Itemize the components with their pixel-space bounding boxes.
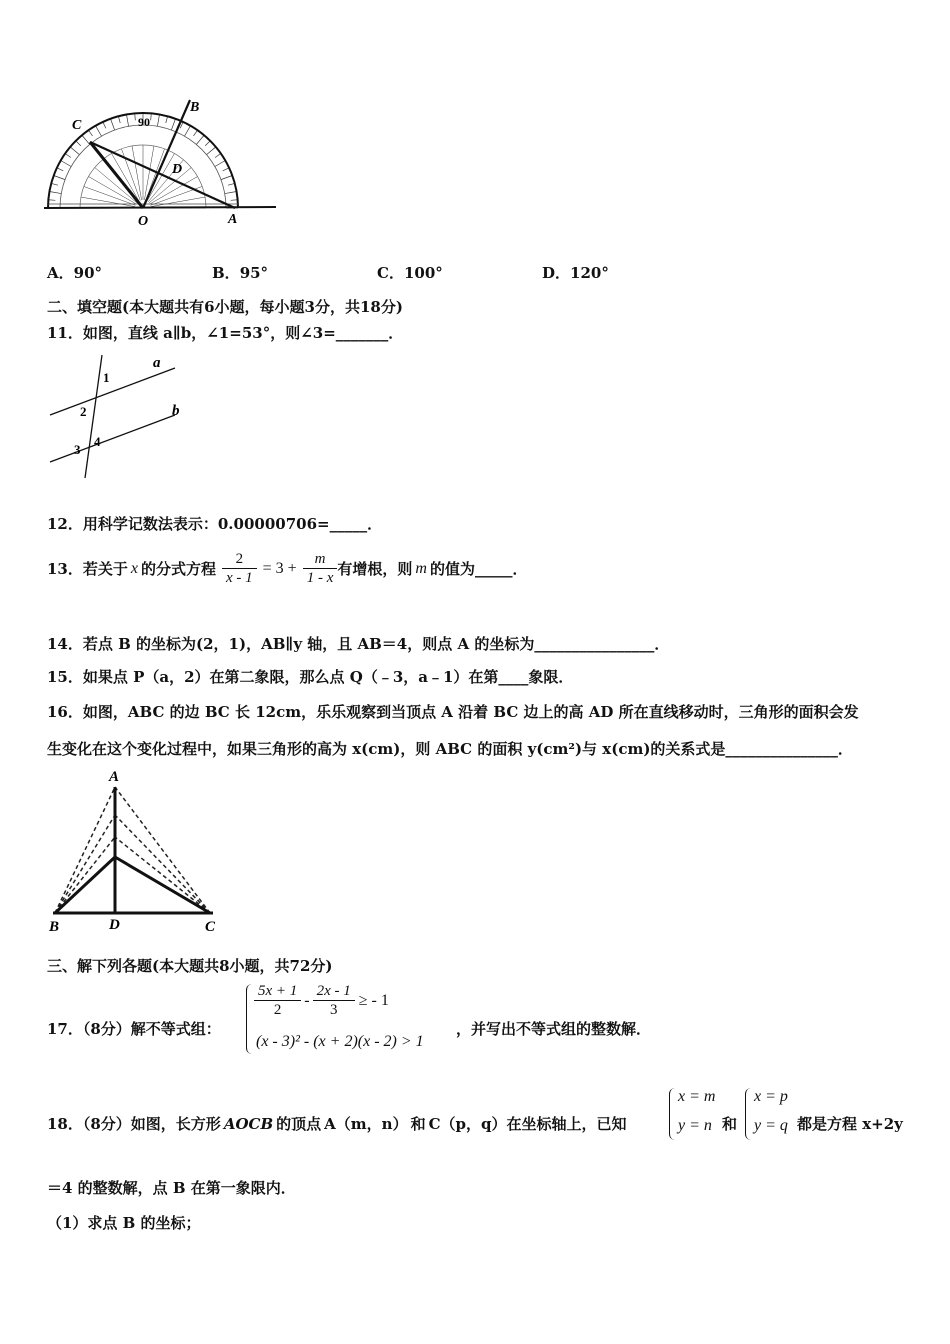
- q13-suffix-1: 有增根，则: [337, 560, 413, 578]
- parallel-lines-figure: [45, 350, 195, 480]
- question-16-line-2: 生变化在这个变化过程中，如果三角形的高为 x(cm)，则 ABC 的面积 y(cm²)与 x(cm)的关系式是_______________．: [47, 740, 853, 758]
- option-d: [542, 262, 609, 283]
- question-15: 15．如果点 P（a，2）在第二象限，那么点 Q（﹣3，a﹣1）在第____象限．: [47, 668, 574, 686]
- label-c: C: [72, 118, 82, 133]
- q18-text-1: 的顶点: [276, 1115, 322, 1133]
- label-tri-b: B: [49, 919, 60, 935]
- label-a: A: [228, 212, 238, 227]
- q13-frac2-num: m: [303, 550, 338, 569]
- option-b-letter: B．: [212, 264, 240, 282]
- q17-f2-den: 3: [329, 1002, 338, 1018]
- label-line-b: b: [172, 403, 180, 419]
- q17-f1-den: 2: [273, 1002, 282, 1018]
- q13-frac1-num: 2: [222, 550, 257, 569]
- q18-point-a: A（m，n）: [324, 1115, 408, 1133]
- q18-system-2-line-1: x = p: [754, 1088, 788, 1105]
- label-tri-c: C: [205, 919, 216, 935]
- q13-var-m: m: [415, 559, 427, 577]
- q13-frac2-den: 1 - x: [306, 570, 334, 586]
- label-tri-a: A: [109, 769, 120, 785]
- option-c-value: 100°: [403, 264, 443, 282]
- label-angle-4: 4: [94, 434, 101, 449]
- option-a-letter: A．: [47, 264, 74, 282]
- q17-f2-num: 2x - 1: [313, 982, 355, 1001]
- q13-fraction-1: [222, 550, 257, 587]
- option-b-value: 95°: [239, 264, 269, 282]
- q17-fraction-2: [313, 982, 355, 1019]
- q13-frac1-den: x - 1: [226, 570, 253, 586]
- question-14: 14．若点 B 的坐标为(2，1)，AB∥y 轴，且 AB＝4，则点 A 的坐标为________________．: [47, 635, 670, 653]
- option-c: [377, 262, 443, 283]
- question-17-prefix: 17．（8分）解不等式组：: [47, 1020, 221, 1038]
- q13-var-x: x: [130, 559, 138, 577]
- q13-eq: = 3 +: [262, 559, 297, 577]
- q18-system-1-line-1: x = m: [678, 1088, 716, 1105]
- q18-brace-2: [745, 1088, 753, 1140]
- q17-inequality-1: [254, 982, 389, 1019]
- q18-sub-question-1: （1）求点 B 的坐标；: [47, 1214, 201, 1232]
- label-90: 90: [138, 115, 150, 129]
- option-a-value: 90°: [73, 264, 103, 282]
- q18-point-c: C（p，q）: [428, 1115, 507, 1133]
- question-13: [47, 550, 527, 587]
- section-3-title: 三、解下列各题(本大题共8小题，共72分): [47, 957, 333, 975]
- segment-ca: [90, 142, 235, 208]
- label-line-a: a: [153, 355, 161, 371]
- q18-and-1: 和: [410, 1115, 426, 1133]
- option-a: [47, 262, 102, 283]
- q17-rhs-1: ≥ - 1: [358, 991, 389, 1009]
- q17-f1-num: 5x + 1: [254, 982, 301, 1001]
- q18-text-3: 都是方程 x+2y: [797, 1115, 903, 1133]
- q17-fraction-1: [254, 982, 301, 1019]
- q18-brace-1: [669, 1088, 677, 1140]
- option-d-value: 120°: [570, 264, 609, 282]
- option-b: [212, 262, 268, 283]
- option-d-letter: D．: [542, 264, 571, 282]
- label-tri-d: D: [109, 917, 120, 933]
- triangle-figure: [45, 765, 230, 935]
- q13-mid: 的分式方程: [140, 560, 216, 578]
- label-o: O: [138, 214, 149, 229]
- section-2-title: 二、填空题(本大题共有6小题，每小题3分，共18分): [47, 298, 403, 316]
- q18-text-2: 在坐标轴上，已知: [506, 1115, 627, 1133]
- q18-rect: AOCB: [223, 1114, 274, 1133]
- q13-suffix-2: 的值为_____．: [429, 560, 528, 578]
- q17-suffix: ，并写出不等式组的整数解．: [456, 1020, 652, 1038]
- question-18: [47, 1113, 627, 1134]
- q18-and-2: 和: [722, 1115, 738, 1133]
- label-angle-3: 3: [74, 442, 81, 457]
- q13-fraction-2: [303, 550, 338, 587]
- q13-prefix: 13．若关于: [47, 560, 128, 578]
- question-16-line-1: 16．如图，ABC 的边 BC 长 12cm，乐乐观察到当顶点 A 沿着 BC 边上的高 AD 所在直线移动时，三角形的面积会发: [47, 703, 859, 721]
- protractor-figure: [40, 95, 280, 230]
- q17-inequality-2: (x - 3)² - (x + 2)(x - 2) > 1: [256, 1033, 424, 1050]
- q18-line-2: ＝4 的整数解，点 B 在第一象限内．: [47, 1179, 296, 1197]
- question-11: 11．如图，直线 a∥b，∠1=53°，则∠3=_______．: [47, 324, 404, 342]
- label-d: D: [172, 162, 183, 177]
- q17-minus: -: [304, 991, 310, 1009]
- label-angle-1: 1: [103, 370, 110, 385]
- q18-system-2-line-2: y = q: [754, 1117, 788, 1134]
- label-angle-2: 2: [80, 404, 87, 419]
- option-c-letter: C．: [377, 264, 404, 282]
- q18-system-1-line-2: y = n: [678, 1117, 712, 1134]
- question-12: 12．用科学记数法表示：0.00000706=_____．: [47, 515, 383, 533]
- q18-prefix: 18．（8分）如图，长方形: [47, 1115, 221, 1133]
- label-b: B: [190, 100, 200, 115]
